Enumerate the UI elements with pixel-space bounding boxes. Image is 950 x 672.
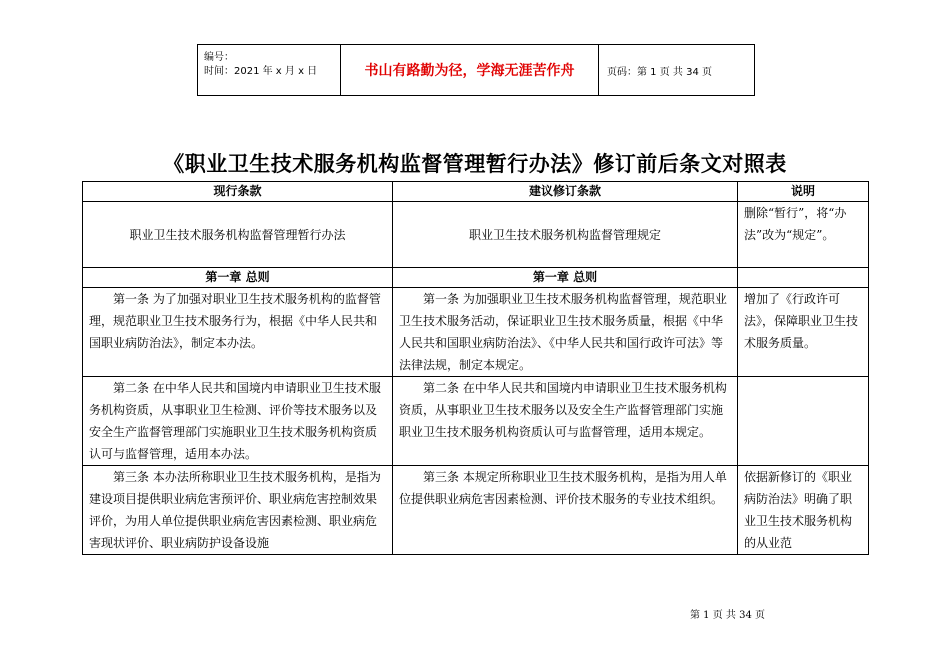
cell-proposed: 第二条 在中华人民共和国境内申请职业卫生技术服务机构资质，从事职业卫生技术服务以及安全生产监督管理部门实施职业卫生技术服务机构资质认可与监督管理，适用本规定。: [393, 377, 738, 466]
cell-proposed: 第一条 为加强职业卫生技术服务机构监督管理，规范职业卫生技术服务活动，保证职业卫生技术服务质量，根据《中华人民共和国职业病防治法》、《中华人民共和国行政许可法》等法律法规，制定本规定。: [393, 288, 738, 377]
column-header-proposed: 建议修订条款: [393, 182, 738, 202]
time-label: 时间：2021 年 x 月 x 日: [204, 66, 318, 77]
column-header-current: 现行条款: [83, 182, 393, 202]
chapter-current: 第一章 总则: [83, 268, 393, 288]
table-header-row: [83, 182, 869, 202]
number-label: 编号：: [204, 52, 234, 63]
cell-note: 增加了《行政许可法》，保障职业卫生技术服务质量。: [738, 288, 869, 377]
cell-current: 第二条 在中华人民共和国境内申请职业卫生技术服务机构资质，从事职业卫生检测、评价等技术服务以及安全生产监督管理部门实施职业卫生技术服务机构资质认可与监督管理，适用本办法。: [83, 377, 393, 466]
cell-current: 第一条 为了加强对职业卫生技术服务机构的监督管理，规范职业卫生技术服务行为，根据《中华人民共和国职业病防治法》，制定本办法。: [83, 288, 393, 377]
page-footer: 第 1 页 共 34 页: [690, 610, 765, 621]
table-row: [83, 202, 869, 268]
chapter-note-empty: [738, 268, 869, 288]
chapter-proposed: 第一章 总则: [393, 268, 738, 288]
cell-note: 删除“暂行”，将“办法”改为“规定”。: [738, 202, 869, 268]
document-title: 《职业卫生技术服务机构监督管理暂行办法》修订前后条文对照表: [163, 152, 787, 176]
table-row: [83, 377, 869, 466]
header-meta: [198, 45, 341, 95]
cell-current: 职业卫生技术服务机构监督管理暂行办法: [83, 202, 393, 268]
document-header-box: [197, 44, 755, 96]
header-page-code: 页码：第 1 页 共 34 页: [607, 66, 712, 78]
comparison-table: [82, 181, 869, 555]
table-row: [83, 288, 869, 377]
column-header-note: 说明: [738, 182, 869, 202]
header-motto: 书山有路勤为径，学海无涯苦作舟: [341, 45, 599, 95]
table-row: [83, 466, 869, 555]
cell-proposed: 第三条 本规定所称职业卫生技术服务机构，是指为用人单位提供职业病危害因素检测、评价技术服务的专业技术组织。: [393, 466, 738, 555]
cell-note: 依据新修订的《职业病防治法》明确了职业卫生技术服务机构的从业范: [738, 466, 869, 555]
chapter-row: [83, 268, 869, 288]
cell-proposed: 职业卫生技术服务机构监督管理规定: [393, 202, 738, 268]
cell-note: [738, 377, 869, 466]
cell-current: 第三条 本办法所称职业卫生技术服务机构，是指为建设项目提供职业病危害预评价、职业病危害控制效果评价，为用人单位提供职业病危害因素检测、职业病危害现状评价、职业病防护设备设施: [83, 466, 393, 555]
